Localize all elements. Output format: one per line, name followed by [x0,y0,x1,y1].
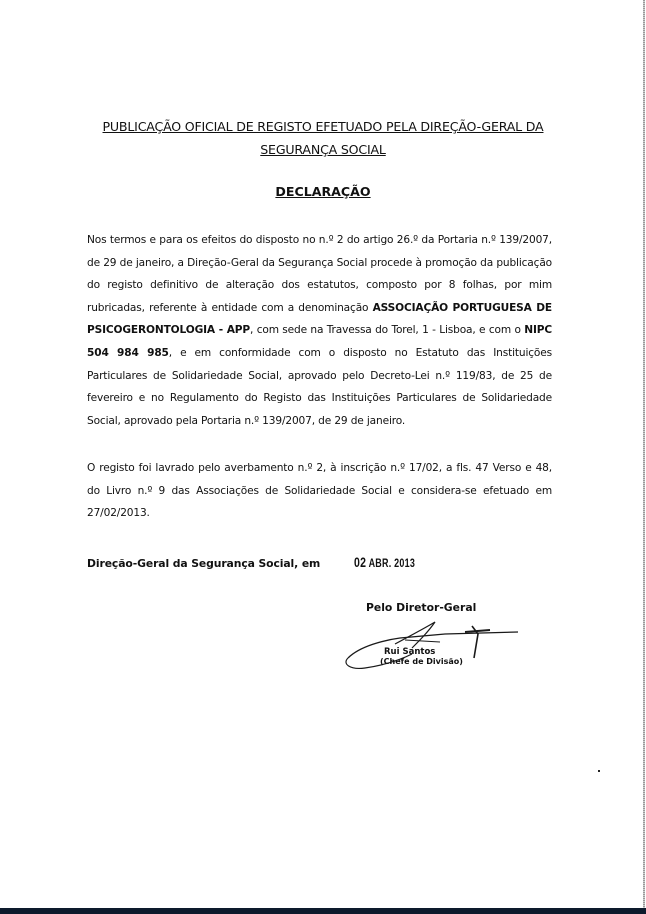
signer-name: Rui Santos [384,647,436,657]
bottom-bar [0,908,646,914]
signer-role: (Chefe de Divisão) [380,657,463,666]
entity-name: ASSOCIAÇÃO PORTUGUESA DE PSICOGERONTOLOGIA - APP [87,301,552,337]
stamp-day: 02 [354,555,367,570]
signature-stroke [465,630,490,632]
stamp-month-year: ABR. 2013 [368,558,416,570]
signature-stroke [405,640,440,642]
date-stamp [354,555,415,570]
paragraph-text: , com sede na Travessa do Torel, 1 - Lisboa, e com o [250,324,525,337]
publication-heading-line-2: SEGURANÇA SOCIAL [260,142,386,157]
place-line: Direção-Geral da Segurança Social, em [87,557,321,570]
publication-heading-line-1: PUBLICAÇÃO OFICIAL DE REGISTO EFETUADO PELA DIREÇÃO-GERAL DA [102,119,544,134]
declaration-paragraph [87,229,552,432]
signer-title: Pelo Diretor-Geral [366,601,477,614]
registration-paragraph: O registo foi lavrado pelo averbamento n.º 2, à inscrição n.º 17/02, a fls. 47 Verso e 48, do Livro n.º 9 das Associações de Solidariedade Social e considera-se efetuado em 27/02/2013. [87,462,552,520]
paragraph-text: , e em conformidade com o disposto no Estatuto das Instituições Particulares de Solidariedade Social, aprovado pelo Decreto-Lei n.º 119/83, de 25 de fevereiro e no Regulamento do Registo das Instituições Particulares de Solidariedade Social, aprovado pela Portaria n.º 139/2007, de 29 de janeiro. [87,346,553,427]
nipc-number: NIPC 504 984 985 [87,324,553,359]
scan-speck [598,770,600,772]
document-title: DECLARAÇÃO [275,184,371,199]
page-edge-border [643,0,645,908]
paragraph-text: Nos termos e para os efeitos do disposto no n.º 2 do artigo 26.º da Portaria n.º 139/2007, de 29 de janeiro, a Direção-Geral da Segurança Social procede à promoção da publicação do registo definitivo de alteração dos estatutos, composto por 8 folhas, por mim rubricadas, referente à entidade com a denominação [87,234,552,314]
